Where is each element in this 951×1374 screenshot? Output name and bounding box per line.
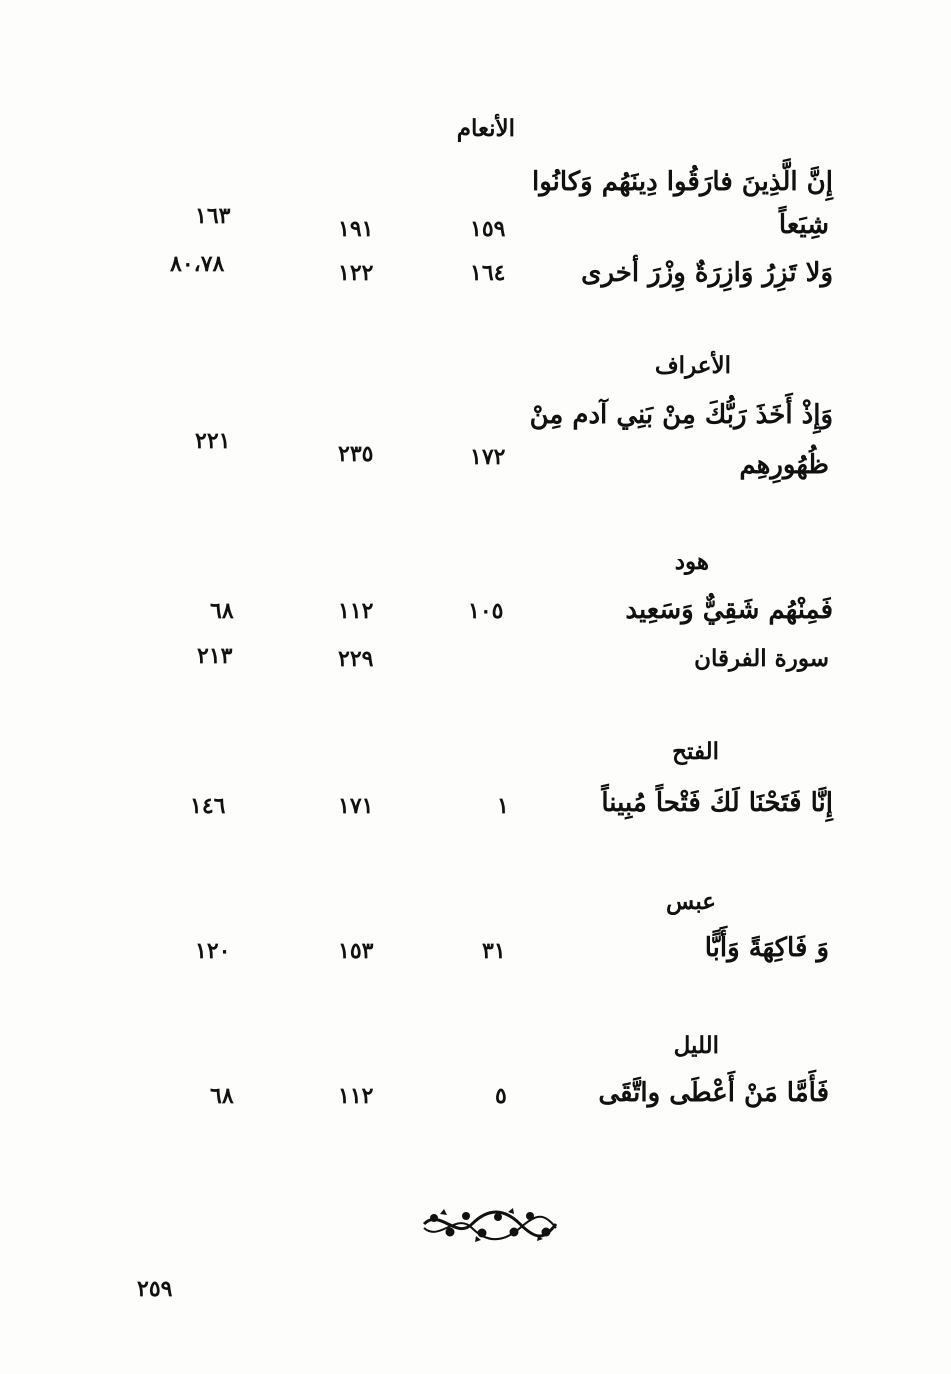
page-ref-column-3: ٦٨ bbox=[210, 1083, 234, 1109]
verse-text: سورة الفرقان bbox=[694, 645, 829, 672]
verse-number: ١٦٤ bbox=[470, 260, 506, 286]
verse-text: إِنَّ الَّذِينَ فارَقُوا دِينَهُم وَكانُوا bbox=[531, 167, 833, 197]
verse-number: ٣١ bbox=[482, 938, 506, 964]
page-ref-column-2: ٢٣٥ bbox=[338, 441, 374, 467]
page-ref-column-3: ٢١٣ bbox=[197, 643, 233, 669]
verse-text: وَ فَاكِهَةً وَأَبًّا bbox=[704, 933, 829, 963]
section-heading-anam: الأنعام bbox=[456, 115, 515, 142]
verse-text: فَمِنْهُم شَقِيٌّ وَسَعِيد bbox=[625, 595, 833, 625]
verse-text: إِنَّا فَتَحْنَا لَكَ فَتْحاً مُبِيناً bbox=[601, 788, 833, 818]
section-heading-araf: الأعراف bbox=[654, 352, 731, 379]
page-ref-column-3: ٨٠،٧٨ bbox=[170, 251, 225, 277]
page-ref-column-2: ١١٢ bbox=[338, 598, 374, 624]
section-heading-layl: الليل bbox=[673, 1032, 719, 1059]
page-number: ٢٥٩ bbox=[137, 1276, 173, 1302]
page-ref-column-2: ١٧١ bbox=[338, 793, 374, 819]
section-heading-abasa: عبس bbox=[666, 888, 716, 915]
page-ref-column-3: ١٦٣ bbox=[195, 203, 231, 229]
page-ref-column-2: ١١٢ bbox=[338, 1083, 374, 1109]
verse-number: ٥ bbox=[495, 1083, 507, 1109]
verse-text-continuation: شِيَعاً bbox=[778, 210, 829, 240]
verse-text: وَلا تَزِرُ وَازِرَةٌ وِزْرَ أخرى bbox=[581, 258, 833, 288]
page-ref-column-2: ١٢٢ bbox=[338, 260, 374, 286]
floral-ornament-icon bbox=[420, 1206, 560, 1242]
verse-number: ١٠٥ bbox=[468, 598, 504, 624]
section-heading-fath: الفتح bbox=[672, 738, 719, 765]
page-ref-column-3: ٦٨ bbox=[210, 598, 234, 624]
verse-number: ١٧٢ bbox=[470, 444, 506, 470]
page-ref-column-2: ١٥٣ bbox=[338, 938, 374, 964]
verse-number: ١ bbox=[497, 793, 509, 819]
page-ref-column-2: ٢٢٩ bbox=[338, 646, 374, 672]
page-ref-column-2: ١٩١ bbox=[338, 216, 374, 242]
section-heading-hud: هود bbox=[674, 548, 709, 575]
verse-text: فَأَمَّا مَنْ أَعْطَى واتَّقَى bbox=[598, 1078, 829, 1108]
page-ref-column-3: ٢٢١ bbox=[195, 428, 231, 454]
page-ref-column-3: ١٤٦ bbox=[190, 793, 226, 819]
verse-number: ١٥٩ bbox=[470, 216, 506, 242]
page-ref-column-3: ١٢٠ bbox=[195, 938, 231, 964]
verse-text-continuation: ظُهُورِهِم bbox=[739, 450, 829, 480]
verse-text: وَإِذْ أَخَذَ رَبُّكَ مِنْ بَنِي آدم مِنْ bbox=[529, 400, 833, 430]
